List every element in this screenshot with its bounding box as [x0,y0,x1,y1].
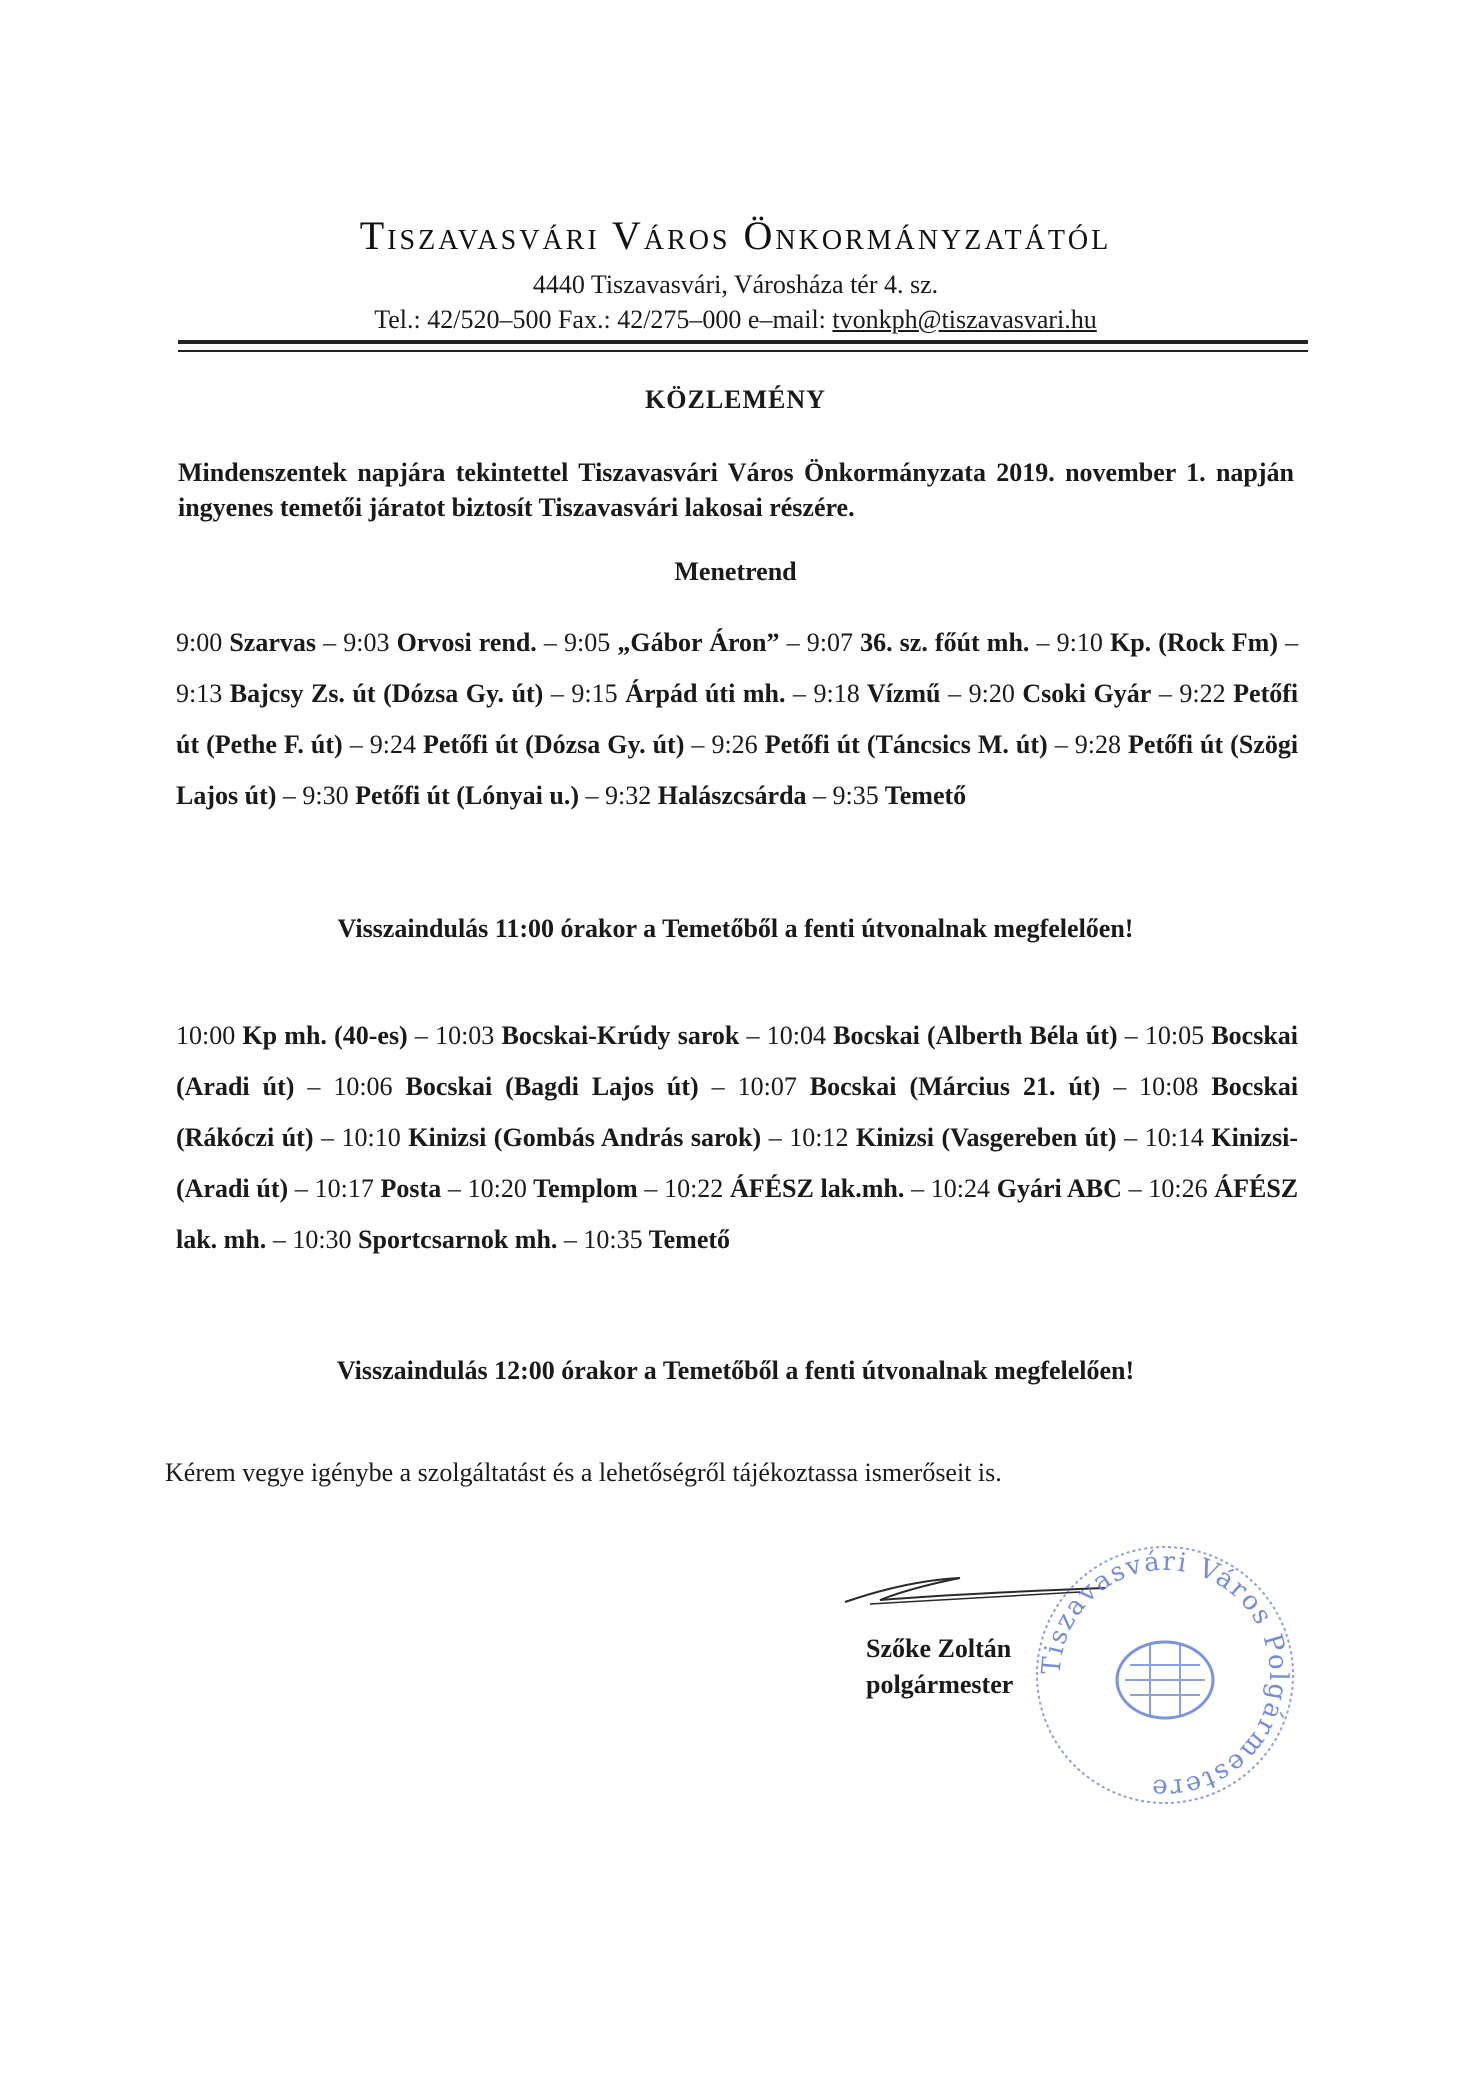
stop-separator: – [684,730,712,759]
route-stop [370,730,685,759]
header-rule-thick [178,340,1308,344]
stop-time: 10:00 [176,1021,236,1050]
stop-time: 10:22 [664,1174,724,1203]
stop-time: 10:20 [467,1174,527,1203]
stop-time: 10:08 [1139,1072,1199,1101]
stop-name: Árpád úti mh. [625,679,786,708]
stop-name: Temető [884,781,967,810]
stop-name: Vízmű [866,679,941,708]
stop-time: 9:00 [176,628,223,657]
route-morning-list [176,617,1298,821]
route-stop [931,1174,1122,1203]
stop-name: Petőfi út (Lónyai u.) [355,781,580,810]
signer-name: Szőke Zoltán [866,1634,1012,1663]
route-stop [176,1021,408,1050]
stop-name: Kp mh. (40-es) [242,1021,408,1050]
stop-separator: – [288,1174,315,1203]
route-second-list [176,1010,1298,1265]
stop-name: 36. sz. főút mh. [860,628,1030,657]
stop-name: Bocskai (Rákóczi út) [176,1072,1299,1152]
return-notice-2: Visszaindulás 12:00 órakor a Temetőből a fenti útvonalnak megfelelően! [336,1356,1135,1385]
stop-separator: – [739,1021,767,1050]
route-stop [343,628,537,657]
stop-time: 10:10 [341,1123,401,1152]
closing-sentence: Kérem vegye igénybe a szolgáltatást és a lehetőségről tájékoztassa ismerőseit is. [165,1458,1002,1487]
stop-name: Petőfi út (Szögi Lajos út) [176,730,1299,810]
stop-separator: – [276,781,303,810]
stop-time: 10:17 [314,1174,374,1203]
stop-separator: – [698,1072,738,1101]
stop-separator: – [316,628,344,657]
stop-name: Petőfi út (Dózsa Gy. út) [423,730,685,759]
stop-separator: – [342,730,370,759]
stop-separator: – [294,1072,334,1101]
stop-separator: – [1047,730,1075,759]
stop-time: 9:32 [605,781,652,810]
route-stop [468,1174,638,1203]
stop-separator: – [1151,679,1180,708]
issuer-title: Tiszavasvári Város Önkormányzatától [359,213,1112,258]
route-stop [342,1123,762,1152]
route-stop [738,1072,1101,1101]
stop-separator: – [940,679,969,708]
stop-name: Bocskai (Bagdi Lajos út) [405,1072,699,1101]
route-stop [605,781,807,810]
stop-separator: – [785,679,814,708]
stop-time: 9:24 [369,730,416,759]
stop-separator: – [779,628,807,657]
stop-separator: – [543,679,572,708]
stop-separator: – [266,1225,293,1254]
stop-time: 9:05 [564,628,611,657]
stop-name: Temető [648,1225,731,1254]
contact-email-link[interactable]: tvonkph@tiszavasvari.hu [832,305,1097,334]
stop-name: Kp. (Rock Fm) [1109,628,1278,657]
stop-separator: – [1121,1174,1149,1203]
stop-time: 10:04 [766,1021,826,1050]
stop-name: „Gábor Áron” [617,628,780,657]
stop-name: Kinizsi (Vasgereben út) [855,1123,1117,1152]
stop-separator: – [441,1174,468,1203]
route-stop [583,1225,730,1254]
stop-time: 10:06 [333,1072,393,1101]
stop-name: Bocskai (Alberth Béla út) [833,1021,1118,1050]
stop-time: 10:12 [789,1123,849,1152]
stop-separator: – [313,1123,342,1152]
issuer-contact [0,305,1471,335]
announcement-title: KÖZLEMÉNY [645,385,826,414]
stop-separator: – [1116,1123,1145,1152]
route-stop [1057,628,1278,657]
route-stop [571,679,785,708]
stop-separator: – [1277,628,1299,657]
stop-name: Sportcsarnok mh. [358,1225,558,1254]
stop-time: 9:03 [343,628,390,657]
stop-time: 10:30 [292,1225,352,1254]
stop-name: Petőfi út (Táncsics M. út) [764,730,1048,759]
route-stop [789,1123,1116,1152]
stop-time: 9:18 [813,679,860,708]
route-stop [833,781,967,810]
stop-time: 10:24 [930,1174,991,1203]
stop-name: ÁFÉSZ lak.mh. [730,1174,905,1203]
stop-name: Bocskai (Aradi út) [176,1021,1299,1101]
route-stop [664,1174,904,1203]
schedule-title: Menetrend [674,557,797,586]
stop-time: 9:35 [832,781,879,810]
stop-time: 10:26 [1148,1174,1208,1203]
stop-time: 9:13 [176,679,223,708]
stop-time: 10:03 [435,1021,495,1050]
seal-text: Tiszavasvári Város Polgármestere [1036,1546,1294,1804]
header-rule-thin [178,350,1308,352]
stop-time: 9:20 [968,679,1015,708]
stop-separator: – [637,1174,665,1203]
stop-separator: – [1100,1072,1140,1101]
stop-name: Templom [533,1174,638,1203]
stop-name: Posta [380,1174,442,1203]
route-stop [711,730,1047,759]
stop-name: Petőfi út (Pethe F. út) [176,679,1299,759]
stop-time: 10:35 [583,1225,643,1254]
stop-name: Bocskai-Krúdy sarok [501,1021,740,1050]
stop-name: Szarvas [229,628,317,657]
return-notice-1: Visszaindulás 11:00 órakor a Temetőből a fenti útvonalnak megfelelően! [337,914,1134,943]
stop-name: Csoki Gyár [1022,679,1152,708]
route-stop [564,628,780,657]
stop-time: 9:22 [1179,679,1226,708]
route-stop [333,1072,698,1101]
stop-time: 9:28 [1074,730,1121,759]
route-stop [814,679,941,708]
stop-time: 10:14 [1144,1123,1204,1152]
stop-time: 9:10 [1056,628,1103,657]
stop-name: Orvosi rend. [396,628,537,657]
stop-time: 10:05 [1144,1021,1205,1050]
route-stop [315,1174,442,1203]
stop-name: Bajcsy Zs. út (Dózsa Gy. út) [229,679,544,708]
stop-time: 9:15 [571,679,618,708]
contact-phone-fax: Tel.: 42/520–500 Fax.: 42/275–000 e–mail: [374,305,833,334]
stop-separator: – [904,1174,931,1203]
stop-separator: – [761,1123,790,1152]
stop-name: Kinizsi- (Aradi út) [176,1123,1299,1203]
route-stop [176,679,543,708]
stop-separator: – [557,1225,584,1254]
stop-time: 9:26 [711,730,758,759]
stop-name: Bocskai (Március 21. út) [809,1072,1101,1101]
stop-separator: – [536,628,564,657]
stop-separator: – [1029,628,1057,657]
stop-name: Halászcsárda [657,781,807,810]
stop-name: ÁFÉSZ lak. mh. [176,1174,1299,1254]
stop-name: Kinizsi (Gombás András sarok) [408,1123,762,1152]
route-stop [176,628,316,657]
stop-time: 9:30 [302,781,349,810]
stop-separator: – [407,1021,436,1050]
stop-name: Gyári ABC [996,1174,1122,1203]
stop-time: 9:07 [806,628,853,657]
stop-time: 10:07 [737,1072,797,1101]
route-stop [969,679,1152,708]
signer-title: polgármester [866,1670,1014,1699]
route-stop [807,628,1030,657]
stop-separator: – [806,781,833,810]
stop-separator: – [1117,1021,1145,1050]
official-seal-stamp [1030,1540,1300,1810]
route-stop [292,1225,557,1254]
announcement-intro: Mindenszentek napjára tekintettel Tiszavasvári Város Önkormányzata 2019. november 1. napján ingyenes temetői járatot biztosít Tiszavasvári lakosai részére. [178,458,1294,522]
issuer-address: 4440 Tiszavasvári, Városháza tér 4. sz. [532,270,939,299]
route-stop [767,1021,1118,1050]
route-stop [302,781,579,810]
route-stop [435,1021,739,1050]
stop-separator: – [579,781,606,810]
